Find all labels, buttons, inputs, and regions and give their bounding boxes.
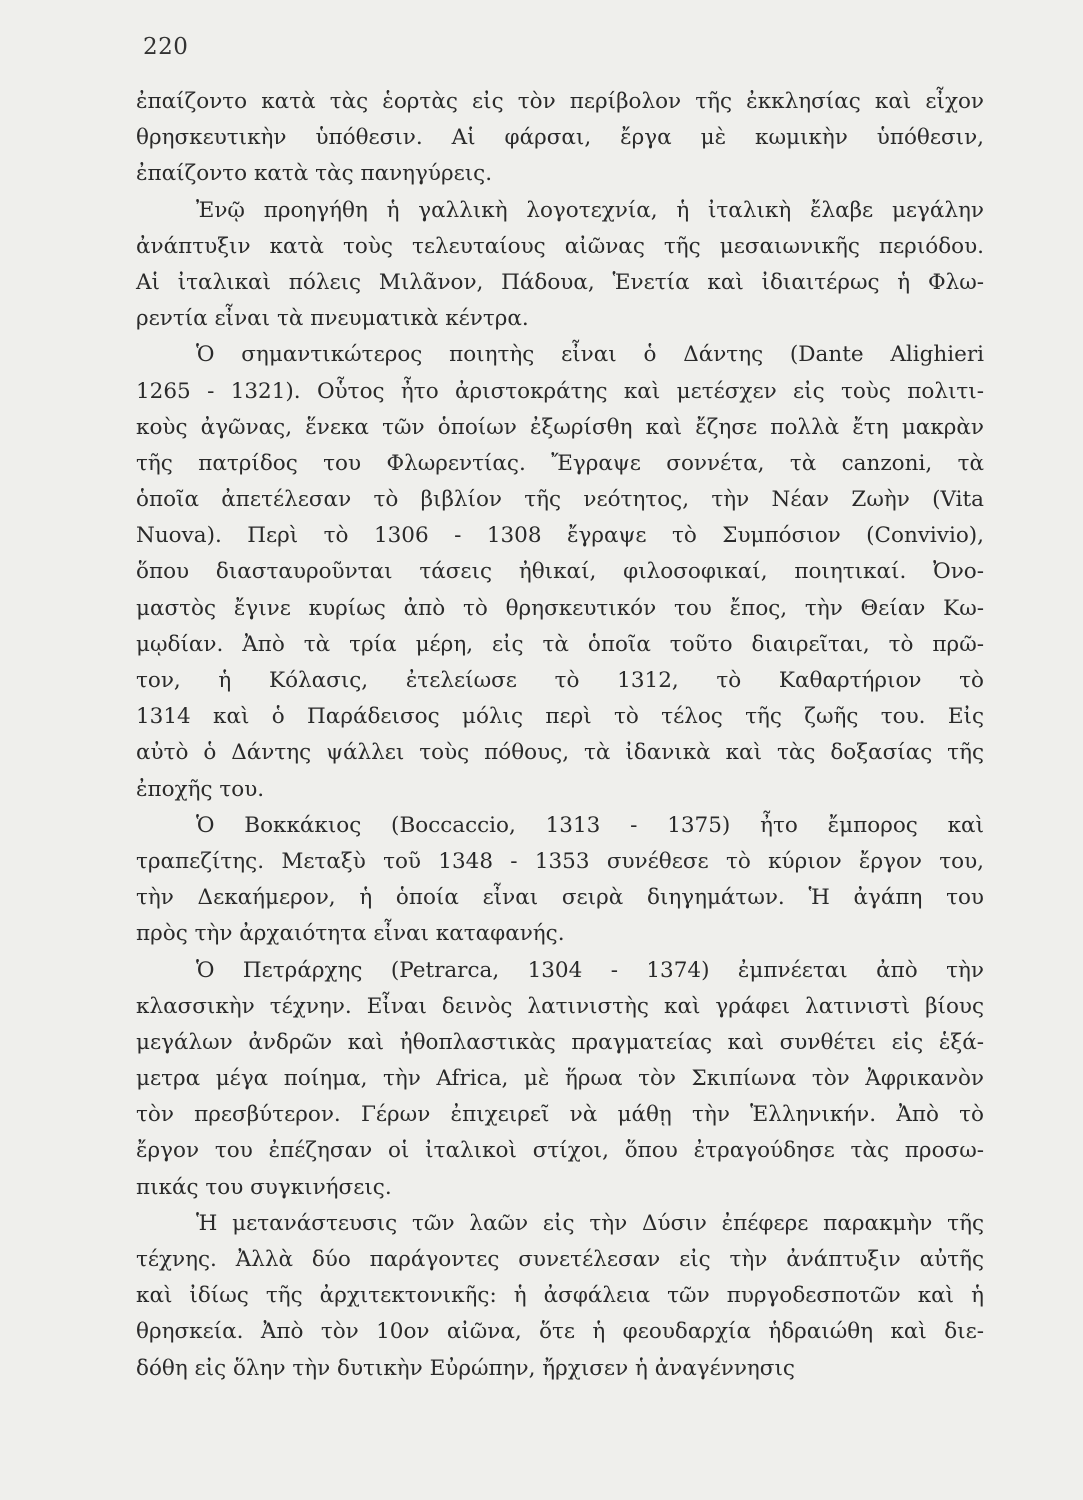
- text-line: Ὁ Βοκκάκιος (Boccaccio, 1313 - 1375) ἦτο ἔμπορος καὶ: [196, 812, 984, 838]
- text-line: μεγάλων ἀνδρῶν καὶ ἠθοπλαστικὰς πραγματείας καὶ συνθέτει εἰς ἑξά-: [136, 1029, 984, 1055]
- text-line: ρεντία εἶναι τὰ πνευματικὰ κέντρα.: [136, 306, 529, 332]
- text-line: μαστὸς ἔγινε κυρίως ἀπὸ τὸ θρησκευτικόν του ἔπος, τὴν Θείαν Κω-: [136, 595, 984, 621]
- text-line: 1314 καὶ ὁ Παράδεισος μόλις περὶ τὸ τέλος τῆς ζωῆς του. Εἰς: [136, 704, 984, 730]
- text-line: τὴν Δεκαήμερον, ἡ ὁποία εἶναι σειρὰ διηγημάτων. Ἡ ἀγάπη του: [136, 885, 984, 911]
- text-line: Ὁ Πετράρχης (Petrarca, 1304 - 1374) ἐμπνέεται ἀπὸ τὴν: [196, 957, 984, 983]
- paragraph: [136, 193, 984, 338]
- text-line: θρησκευτικὴν ὑπόθεσιν. Αἱ φάρσαι, ἔργα μὲ κωμικὴν ὑπόθεσιν,: [136, 125, 984, 151]
- body-text: [136, 84, 984, 1387]
- text-line: ἐποχῆς του.: [136, 776, 265, 802]
- text-line: ἔργον του ἐπέζησαν οἱ ἰταλικοὶ στίχοι, ὅπου ἐτραγούδησε τὰς προσω-: [136, 1138, 984, 1164]
- text-line: ἀνάπτυξιν κατὰ τοὺς τελευταίους αἰῶνας τῆς μεσαιωνικῆς περιόδου.: [136, 233, 984, 259]
- text-line: Ἐνῷ προηγήθη ἡ γαλλικὴ λογοτεχνία, ἡ ἰταλικὴ ἔλαβε μεγάλην: [196, 197, 984, 223]
- text-line: μετρα μέγα ποίημα, τὴν Africa, μὲ ἥρωα τὸν Σκιπίωνα τὸν Ἀφρικανὸν: [136, 1066, 984, 1092]
- text-line: ὅπου διασταυροῦνται τάσεις ἠθικαί, φιλοσοφικαί, ποιητικαί. Ὀνο-: [136, 559, 984, 585]
- paragraph: [136, 1206, 984, 1387]
- paragraph: [136, 808, 984, 953]
- text-line: καὶ ἰδίως τῆς ἀρχιτεκτονικῆς: ἡ ἀσφάλεια τῶν πυργοδεσποτῶν καὶ ἡ: [136, 1283, 984, 1309]
- text-line: τραπεζίτης. Μεταξὺ τοῦ 1348 - 1353 συνέθεσε τὸ κύριον ἔργον του,: [136, 848, 984, 874]
- paragraph: [136, 84, 984, 193]
- text-line: αὐτὸ ὁ Δάντης ψάλλει τοὺς πόθους, τὰ ἰδανικὰ καὶ τὰς δοξασίας τῆς: [136, 740, 984, 766]
- text-line: κοὺς ἀγῶνας, ἕνεκα τῶν ὁποίων ἐξωρίσθη καὶ ἔζησε πολλὰ ἔτη μακρὰν: [136, 414, 984, 440]
- text-line: θρησκεία. Ἀπὸ τὸν 10ον αἰῶνα, ὅτε ἡ φεουδαρχία ἡδραιώθη καὶ διε-: [136, 1319, 984, 1345]
- text-line: ἐπαίζοντο κατὰ τὰς ἑορτὰς εἰς τὸν περίβολον τῆς ἐκκλησίας καὶ εἶχον: [136, 89, 984, 114]
- text-line: Αἱ ἰταλικαὶ πόλεις Μιλᾶνον, Πάδουα, Ἑνετία καὶ ἰδιαιτέρως ἡ Φλω-: [136, 269, 984, 295]
- text-line: δόθη εἰς ὅλην τὴν δυτικὴν Εὐρώπην, ἤρχισεν ἡ ἀναγέννησις: [136, 1355, 795, 1381]
- text-line: Nuova). Περὶ τὸ 1306 - 1308 ἔγραψε τὸ Συμπόσιον (Convivio),: [136, 523, 984, 549]
- text-line: τον, ἡ Κόλασις, ἐτελείωσε τὸ 1312, τὸ Καθαρτήριον τὸ: [136, 668, 984, 693]
- paragraph: [136, 337, 984, 807]
- text-line: κλασσικὴν τέχνην. Εἶναι δεινὸς λατινιστὴς καὶ γράφει λατινιστὶ βίους: [136, 993, 984, 1019]
- paragraph: [136, 953, 984, 1206]
- page-number: 220: [143, 34, 189, 60]
- text-line: Ἡ μετανάστευσις τῶν λαῶν εἰς τὴν Δύσιν ἐπέφερε παρακμὴν τῆς: [196, 1210, 984, 1236]
- text-line: μῳδίαν. Ἀπὸ τὰ τρία μέρη, εἰς τὰ ὁποῖα τοῦτο διαιρεῖται, τὸ πρῶ-: [136, 631, 984, 657]
- text-line: πικάς του συγκινήσεις.: [136, 1174, 392, 1200]
- text-line: ὁποῖα ἀπετέλεσαν τὸ βιβλίον τῆς νεότητος, τὴν Νέαν Ζωὴν (Vita: [136, 487, 984, 513]
- text-line: τὸν πρεσβύτερον. Γέρων ἐπιχειρεῖ νὰ μάθῃ τὴν Ἑλληνικήν. Ἀπὸ τὸ: [136, 1102, 984, 1128]
- text-line: τῆς πατρίδος του Φλωρεντίας. Ἔγραψε σοννέτα, τὰ canzoni, τὰ: [136, 450, 984, 476]
- text-line: τέχνης. Ἀλλὰ δύο παράγοντες συνετέλεσαν εἰς τὴν ἀνάπτυξιν αὐτῆς: [136, 1247, 984, 1272]
- text-line: πρὸς τὴν ἀρχαιότητα εἶναι καταφανής.: [136, 921, 565, 947]
- text-line: ἐπαίζοντο κατὰ τὰς πανηγύρεις.: [136, 161, 493, 187]
- text-line: 1265 - 1321). Οὗτος ἦτο ἀριστοκράτης καὶ μετέσχεν εἰς τοὺς πολιτι-: [136, 378, 984, 404]
- text-line: Ὁ σημαντικώτερος ποιητὴς εἶναι ὁ Δάντης (Dante Alighieri: [196, 342, 984, 368]
